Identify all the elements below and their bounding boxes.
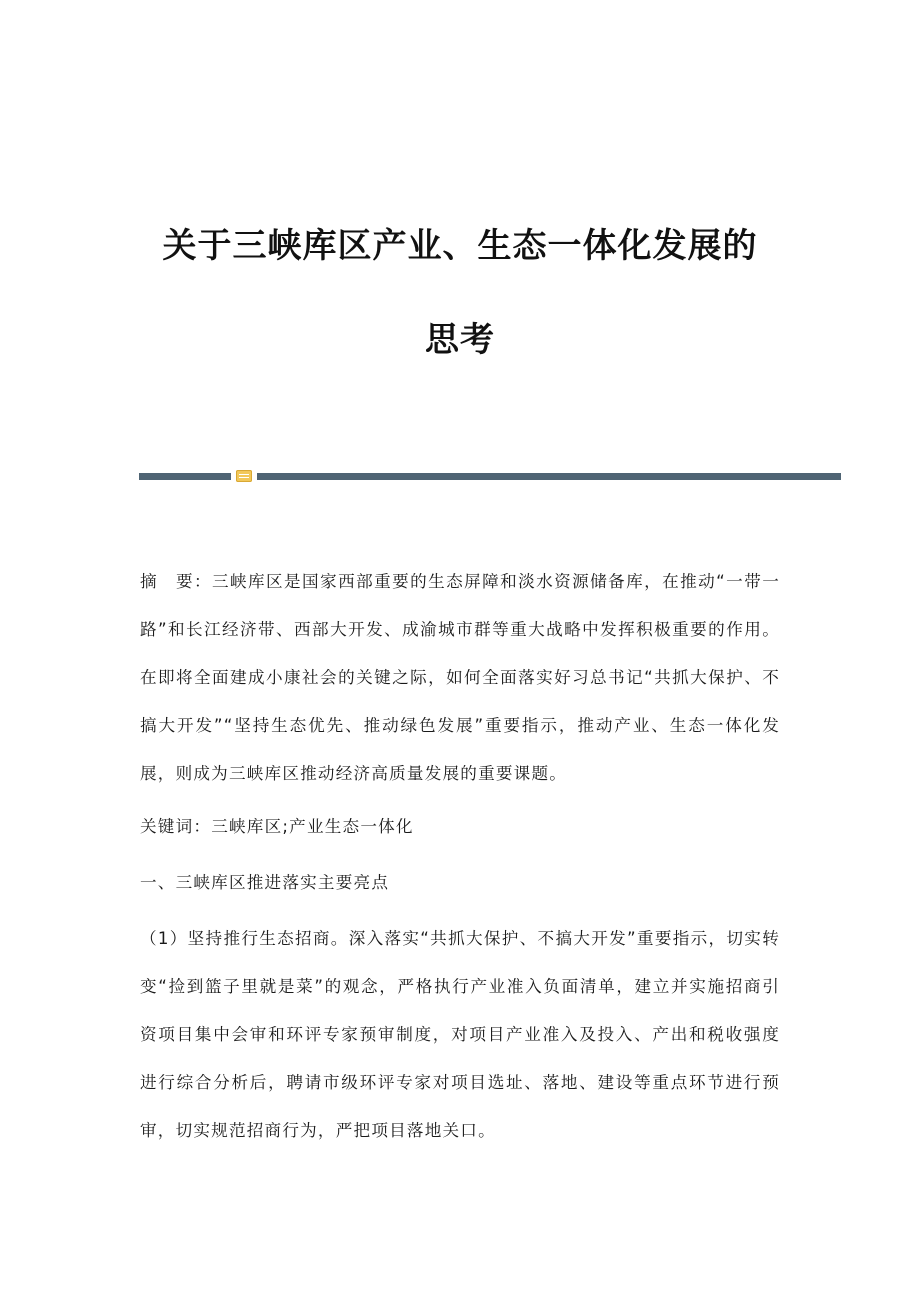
item-1-paragraph: （1）坚持推行生态招商。深入落实“共抓大保护、不搞大开发”重要指示，切实转变“捡到篮子里就是菜”的观念，严格执行产业准入负面清单，建立并实施招商引资项目集中会审和环评专家预审制度，对项目产业准入及投入、产出和税收强度进行综合分析后，聘请市级环评专家对项目选址、落地、建设等重点环节进行预审，切实规范招商行为，严把项目落地关口。 bbox=[140, 929, 780, 1140]
document-title-line-1: 关于三峡库区产业、生态一体化发展的 bbox=[162, 226, 758, 266]
keywords-text: 三峡库区;产业生态一体化 bbox=[211, 817, 414, 836]
abstract-text: 三峡库区是国家西部重要的生态屏障和淡水资源储备库，在推动“一带一路”和长江经济带、西部大开发、成渝城市群等重大战略中发挥积极重要的作用。在即将全面建成小康社会的关键之际，如何全面落实好习总书记“共抓大保护、不搞大开发”“坚持生态优先、推动绿色发展”重要指示，推动产业、生态一体化发展，则成为三峡库区推动经济高质量发展的重要课题。 bbox=[140, 572, 780, 783]
keywords-paragraph bbox=[140, 803, 780, 851]
divider-badge-icon bbox=[236, 470, 252, 482]
divider-bar-right bbox=[257, 473, 841, 480]
abstract-label: 摘 要： bbox=[140, 572, 213, 591]
abstract-paragraph bbox=[140, 558, 780, 798]
document-title-line-2: 思考 bbox=[425, 320, 495, 360]
keywords-label: 关键词： bbox=[140, 817, 212, 836]
divider-bar-left bbox=[139, 473, 231, 480]
title-divider bbox=[139, 470, 841, 482]
section-heading: 一、三峡库区推进落实主要亮点 bbox=[140, 873, 390, 892]
